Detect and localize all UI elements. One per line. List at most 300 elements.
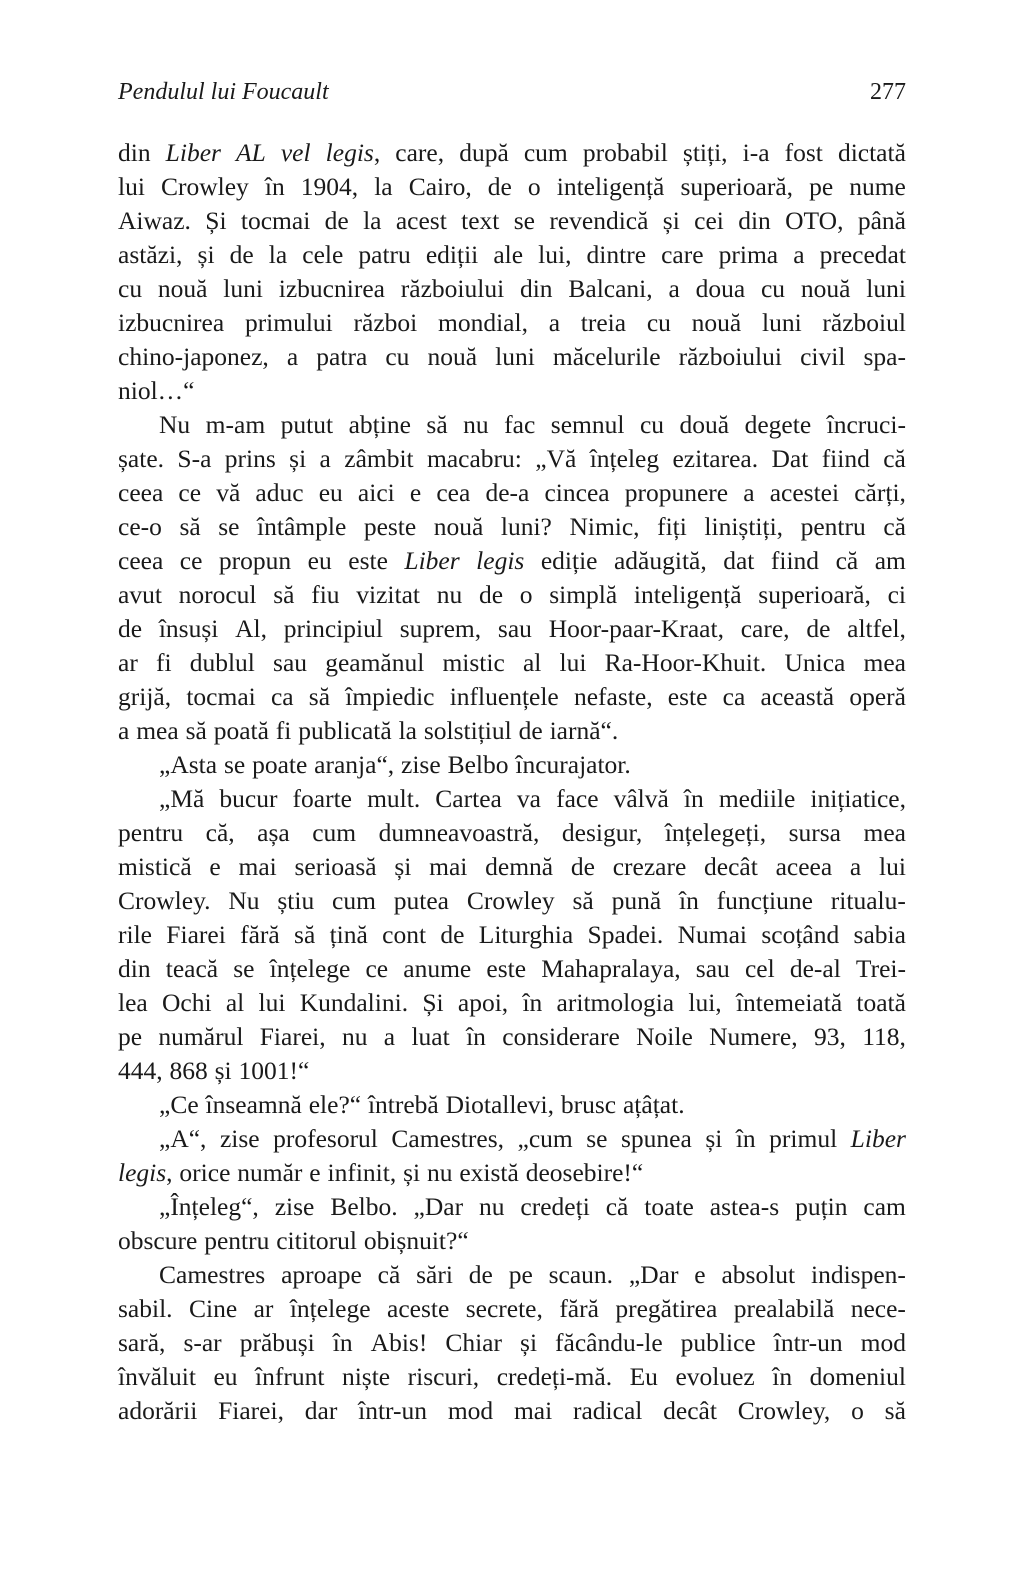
word: fost: [784, 138, 823, 167]
text-line: [118, 578, 906, 612]
word: din: [118, 138, 151, 167]
word: legis: [476, 546, 525, 575]
word: spa-: [863, 342, 906, 371]
word: cea: [436, 478, 471, 507]
word: obișnuit?“: [363, 1226, 469, 1255]
word: riscuri,: [407, 1362, 480, 1391]
word: ceea: [118, 546, 164, 575]
word: cele: [302, 240, 344, 269]
word: în: [678, 886, 699, 915]
word: ci: [887, 580, 906, 609]
word: sabia: [853, 920, 906, 949]
word: măcelurile: [552, 342, 661, 371]
word: decât: [663, 1396, 717, 1425]
word: sau: [497, 614, 532, 643]
word: considerare: [502, 1022, 620, 1051]
word: se: [223, 750, 246, 779]
word: a: [668, 274, 680, 303]
word: nefaste,: [573, 682, 653, 711]
word: nu: [463, 410, 489, 439]
word: cu: [646, 308, 671, 337]
word: „Dar: [413, 1192, 464, 1221]
word: mea: [136, 716, 179, 745]
word: să: [185, 716, 207, 745]
word: o: [527, 172, 541, 201]
word: zise: [219, 1124, 260, 1153]
word: niol…“: [118, 376, 195, 405]
word: al: [225, 988, 245, 1017]
word: vizitat: [356, 580, 420, 609]
word: sursa: [788, 818, 841, 847]
word: aceste: [387, 1294, 450, 1323]
word: a: [118, 716, 130, 745]
word: înțeleg: [589, 444, 660, 473]
word: absolut: [721, 1260, 796, 1289]
word: aceea: [775, 852, 833, 881]
word: de: [440, 920, 465, 949]
word: a: [548, 308, 561, 337]
word: ațâțat.: [622, 1090, 685, 1119]
text-line: [118, 1224, 906, 1258]
word: „A“,: [159, 1124, 207, 1153]
word: împiedic: [345, 682, 435, 711]
word: nu: [436, 580, 463, 609]
word: Cine: [188, 1294, 238, 1323]
word: dar: [304, 1396, 338, 1425]
word: cu: [118, 274, 143, 303]
word: brusc: [560, 1090, 617, 1119]
word: cu: [385, 342, 410, 371]
word: mediile: [718, 784, 796, 813]
word: lui: [879, 852, 906, 881]
word: poată: [213, 716, 269, 745]
word: macabru:: [427, 444, 522, 473]
word: Nu: [228, 886, 260, 915]
word: aritmologia: [556, 988, 675, 1017]
word: probabil: [582, 138, 668, 167]
word: făcându-le: [555, 1328, 663, 1357]
word: prealabilă: [733, 1294, 835, 1323]
word: spunea: [621, 1124, 692, 1153]
word: liniștiți,: [704, 512, 784, 541]
text-line: [118, 1122, 906, 1156]
word: ce: [365, 954, 389, 983]
word: care,: [395, 138, 445, 167]
word: a: [849, 852, 862, 881]
word: Numai: [677, 920, 748, 949]
word: pentru: [118, 818, 184, 847]
word: încurajator.: [515, 750, 631, 779]
word: AL: [236, 138, 266, 167]
word: scoțând: [761, 920, 840, 949]
word: această: [760, 682, 835, 711]
word: obscure: [118, 1226, 198, 1255]
word: fi: [275, 716, 292, 745]
word: războiul: [822, 308, 906, 337]
word: izbucnirea: [278, 274, 385, 303]
word: de: [570, 852, 595, 881]
word: a: [319, 444, 331, 473]
word: foarte: [292, 784, 352, 813]
word: război: [353, 308, 418, 337]
word: niște: [341, 1362, 391, 1391]
word: profesorul: [273, 1124, 378, 1153]
word: m-am: [205, 410, 266, 439]
word: poate: [252, 750, 308, 779]
word: Eu: [629, 1362, 658, 1391]
word: „Dar: [628, 1260, 679, 1289]
word: avut: [118, 580, 162, 609]
word: nece-: [850, 1294, 906, 1323]
word: Fiarei,: [259, 1022, 326, 1051]
word: mai: [429, 852, 468, 881]
text-line: [118, 170, 906, 204]
word: și: [289, 444, 307, 473]
word: pentru: [800, 512, 866, 541]
word: 93,: [813, 1022, 846, 1051]
word: peste: [363, 512, 417, 541]
word: Mahapralaya,: [541, 954, 681, 983]
text-line: [118, 374, 906, 408]
word: întâmple: [257, 512, 347, 541]
word: să: [294, 920, 316, 949]
word: din: [738, 206, 771, 235]
word: de: [487, 172, 512, 201]
word: Și: [422, 988, 444, 1017]
word: Crowley: [160, 172, 249, 201]
text-line: [118, 714, 906, 748]
word: zise: [401, 750, 441, 779]
word: demnă: [485, 852, 554, 881]
word: Cairo,: [408, 172, 472, 201]
word: că: [883, 444, 906, 473]
text-line: [118, 408, 906, 442]
word: dumneavoastră,: [378, 818, 540, 847]
text-line: [118, 612, 906, 646]
word: Diotallevi,: [445, 1090, 554, 1119]
word: Hoor-paar-Kraat,: [548, 614, 724, 643]
word: legis,: [118, 1158, 173, 1187]
word: a: [743, 478, 755, 507]
word: cum: [312, 818, 357, 847]
word: și: [394, 852, 412, 881]
word: 868: [169, 1056, 208, 1085]
word: înseamnă: [205, 1090, 302, 1119]
word: adorării: [118, 1396, 198, 1425]
word: ce-o: [118, 512, 162, 541]
word: 1001!“: [238, 1056, 310, 1085]
word: nouă: [157, 274, 208, 303]
text-line: [118, 816, 906, 850]
word: de: [806, 614, 831, 643]
word: șate.: [118, 444, 165, 473]
word: fi: [155, 648, 172, 677]
word: nouă: [427, 342, 478, 371]
word: la: [374, 172, 393, 201]
word: astăzi,: [118, 240, 183, 269]
word: rile: [118, 920, 152, 949]
word: să: [426, 410, 448, 439]
word: luat: [411, 1022, 450, 1051]
word: Ra-Hoor-Khuit.: [604, 648, 767, 677]
word: „Ce: [159, 1090, 199, 1119]
body-text: [118, 136, 906, 1428]
word: două: [679, 410, 730, 439]
word: cam: [863, 1192, 906, 1221]
word: înțelege: [269, 954, 351, 983]
word: inteligență: [633, 580, 742, 609]
word: războiului: [678, 342, 782, 371]
word: Liturghia: [478, 920, 574, 949]
word: învăluit: [118, 1362, 196, 1391]
word: Spadei.: [587, 920, 664, 949]
word: de-a: [485, 478, 530, 507]
text-line: [118, 510, 906, 544]
word: Nimic,: [569, 512, 640, 541]
word: propun: [218, 546, 292, 575]
word: număr: [237, 1158, 303, 1187]
word: Camestres,: [391, 1124, 505, 1153]
word: și: [197, 240, 215, 269]
word: Liber: [850, 1124, 906, 1153]
word: primul: [769, 1124, 838, 1153]
word: la: [268, 240, 288, 269]
word: Cartea: [435, 784, 502, 813]
word: degete: [744, 410, 812, 439]
word: domeniul: [809, 1362, 906, 1391]
word: 1904,: [300, 172, 359, 201]
word: să: [179, 512, 201, 541]
text-line: [118, 884, 906, 918]
word: fiind: [770, 546, 820, 575]
word: în: [683, 784, 704, 813]
word: de: [468, 1260, 493, 1289]
word: că: [883, 512, 906, 541]
word: am: [874, 546, 906, 575]
word: se: [218, 512, 240, 541]
word: sabil.: [118, 1294, 173, 1323]
word: operă: [849, 682, 906, 711]
word: Belbo.: [330, 1192, 398, 1221]
word: zâmbit: [344, 444, 414, 473]
word: cel: [744, 954, 775, 983]
word: acest: [395, 206, 447, 235]
word: zise: [274, 1192, 315, 1221]
word: înțelegeți,: [664, 818, 767, 847]
word: a: [383, 1022, 396, 1051]
word: fiind: [821, 444, 870, 473]
word: Dat: [771, 444, 809, 473]
word: la: [398, 716, 417, 745]
word: norocul: [178, 580, 257, 609]
word: mea: [863, 648, 906, 677]
word: suprem,: [399, 614, 482, 643]
word: superioară,: [680, 172, 794, 201]
word: nu: [479, 1192, 505, 1221]
word: războiului: [400, 274, 505, 303]
word: infinit,: [327, 1158, 397, 1187]
word: secrete,: [465, 1294, 543, 1323]
word: cum: [523, 138, 568, 167]
word: deosebire!“: [525, 1158, 644, 1187]
word: vă: [216, 478, 241, 507]
word: cu: [760, 274, 786, 303]
word: este: [348, 546, 388, 575]
word: luni: [223, 274, 263, 303]
word: anume: [403, 954, 472, 983]
word: primului: [244, 308, 333, 337]
text-line: [118, 1156, 906, 1190]
word: Crowley: [466, 886, 555, 915]
text-line: [118, 238, 906, 272]
word: funcțiune: [716, 886, 813, 915]
text-line: [118, 986, 906, 1020]
word: S-a: [177, 444, 212, 473]
text-line: [118, 1360, 906, 1394]
word: orice: [179, 1158, 231, 1187]
word: nume: [849, 172, 906, 201]
word: sau: [695, 954, 730, 983]
word: Liber: [404, 546, 460, 575]
word: grijă,: [118, 682, 172, 711]
word: pe: [809, 172, 834, 201]
word: ca: [722, 682, 746, 711]
word: publicată: [298, 716, 392, 745]
word: mai: [238, 852, 277, 881]
word: patra: [316, 342, 368, 371]
text-line: [118, 1394, 906, 1428]
word: scaun.: [548, 1260, 614, 1289]
text-line: [118, 442, 906, 476]
word: teacă: [165, 954, 219, 983]
word: însuși: [158, 614, 219, 643]
word: întemeiată: [735, 988, 843, 1017]
word: și: [662, 206, 680, 235]
word: Fiarei: [166, 920, 226, 949]
word: o: [519, 580, 533, 609]
word: mod: [447, 1396, 494, 1425]
word: fiți: [657, 512, 687, 541]
word: tocmai: [186, 682, 256, 711]
word: o: [851, 1396, 864, 1425]
word: „Înțeleg“,: [159, 1192, 259, 1221]
word: puțin: [795, 1192, 848, 1221]
word: OTO,: [785, 206, 844, 235]
word: până: [857, 206, 906, 235]
word: credeți: [520, 1192, 590, 1221]
word: se: [513, 206, 535, 235]
word: lui: [258, 988, 286, 1017]
word: în: [772, 1362, 793, 1391]
word: știți,: [682, 138, 728, 167]
word: indispen-: [810, 1260, 906, 1289]
word: de: [518, 716, 543, 745]
word: e: [309, 1158, 321, 1187]
word: lea: [118, 988, 148, 1017]
word: lui,: [688, 988, 722, 1017]
word: lui,: [538, 240, 572, 269]
word: dat: [723, 546, 755, 575]
word: după: [459, 138, 509, 167]
text-line: [118, 1258, 906, 1292]
word: mea: [863, 818, 906, 847]
word: ale: [493, 240, 524, 269]
word: luni: [866, 274, 906, 303]
word: de: [324, 206, 349, 235]
word: ar: [253, 1294, 274, 1323]
page-number: 277: [870, 79, 906, 105]
word: influențele: [449, 682, 559, 711]
word: cărți,: [854, 478, 906, 507]
word: întrebă: [367, 1090, 439, 1119]
word: sară,: [118, 1328, 166, 1357]
word: mistic: [442, 648, 505, 677]
word: nu: [426, 1158, 453, 1187]
word: precedat: [819, 240, 906, 269]
word: 118,: [862, 1022, 906, 1051]
word: decât: [704, 852, 758, 881]
word: vâlvă: [613, 784, 669, 813]
word: revendică: [549, 206, 649, 235]
word: în: [466, 1022, 486, 1051]
word: știu: [277, 886, 315, 915]
word: luni?: [500, 512, 552, 541]
word: e: [694, 1260, 706, 1289]
word: Al,: [235, 614, 268, 643]
word: prins: [224, 444, 276, 473]
word: aduc: [255, 478, 304, 507]
word: bucur: [219, 784, 278, 813]
word: și: [705, 1124, 723, 1153]
word: la: [363, 206, 382, 235]
word: se: [233, 954, 255, 983]
word: mult.: [367, 784, 421, 813]
word: adăugită,: [613, 546, 707, 575]
word: inteligență: [556, 172, 665, 201]
running-head: [118, 76, 906, 108]
word: Abis!: [370, 1328, 428, 1357]
word: luni: [495, 342, 535, 371]
word: este: [667, 682, 708, 711]
text-line: [118, 782, 906, 816]
word: există: [459, 1158, 519, 1187]
word: în: [332, 1328, 353, 1357]
word: cei: [694, 206, 724, 235]
word: fără: [559, 1294, 599, 1323]
word: lui: [559, 648, 587, 677]
word: nu: [341, 1022, 368, 1051]
word: solstițiul: [423, 716, 512, 745]
word: Chiar: [445, 1328, 502, 1357]
text-line: [118, 646, 906, 680]
word: „Asta: [159, 750, 218, 779]
text-line: [118, 850, 906, 884]
text-line: [118, 306, 906, 340]
word: desigur,: [561, 818, 643, 847]
word: de: [118, 614, 143, 643]
word: că: [377, 1260, 401, 1289]
word: într-un: [773, 1328, 843, 1357]
word: mod: [860, 1328, 906, 1357]
word: legis,: [325, 138, 381, 167]
word: ritualu-: [830, 886, 906, 915]
word: nouă: [800, 274, 851, 303]
word: într-un: [358, 1396, 428, 1425]
word: i-a: [742, 138, 770, 167]
word: în: [735, 1124, 756, 1153]
word: a: [793, 240, 805, 269]
word: cincea: [544, 478, 610, 507]
